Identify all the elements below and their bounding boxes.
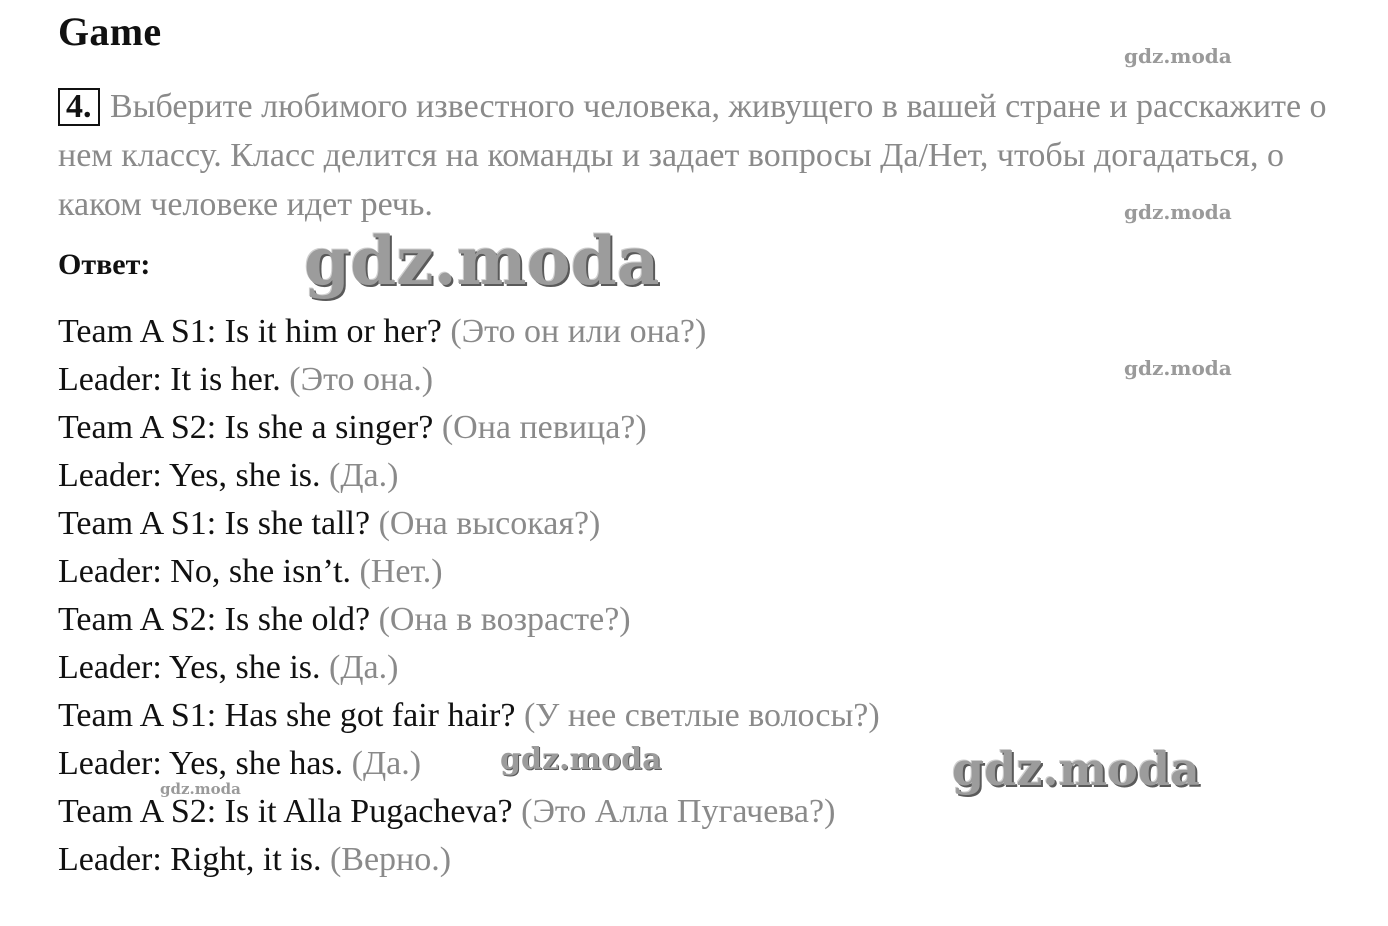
dialogue-line: Leader: Yes, she is. (Да.) <box>58 649 399 686</box>
watermark: gdz.moda <box>500 742 662 777</box>
watermark: gdz.moda <box>1124 200 1232 224</box>
dialogue-list <box>58 308 880 884</box>
watermark-large: gdz.moda <box>952 742 1200 796</box>
dialogue-line: Team A S2: Is it Alla Pugacheva? (Это Алла Пугачева?) <box>58 793 836 830</box>
page-title: Game <box>58 9 162 54</box>
watermark-large: gdz.moda <box>304 222 660 300</box>
dialogue-line: Team A S1: Has she got fair hair? (У нее светлые волосы?) <box>58 697 880 734</box>
dialogue-line: Leader: Right, it is. (Верно.) <box>58 841 452 878</box>
dialogue-line: Team A S2: Is she a singer? (Она певица?) <box>58 409 647 446</box>
dialogue-line: Leader: It is her. (Это она.) <box>58 361 434 398</box>
watermark: gdz.moda <box>1124 44 1232 68</box>
watermark: gdz.moda <box>160 780 241 798</box>
task-instruction <box>58 82 1328 229</box>
dialogue-line: Team A S1: Is it him or her? (Это он или она?) <box>58 313 707 350</box>
answer-label: Ответ: <box>58 248 151 281</box>
task-number: 4. <box>58 88 100 126</box>
dialogue-line: Team A S2: Is she old? (Она в возрасте?) <box>58 601 631 638</box>
watermark: gdz.moda <box>1124 356 1232 380</box>
dialogue-line: Leader: No, she isn’t. (Нет.) <box>58 553 443 590</box>
task-text: Выберите любимого известного человека, живущего в вашей стране и расскажите о нем классу. Класс делится на команды и задает вопросы Да/Нет, чтобы догадаться, о каком человеке идет речь. <box>58 88 1327 223</box>
dialogue-line: Leader: Yes, she is. (Да.) <box>58 457 399 494</box>
dialogue-line: Leader: Yes, she has. (Да.) <box>58 745 422 782</box>
dialogue-line: Team A S1: Is she tall? (Она высокая?) <box>58 505 601 542</box>
